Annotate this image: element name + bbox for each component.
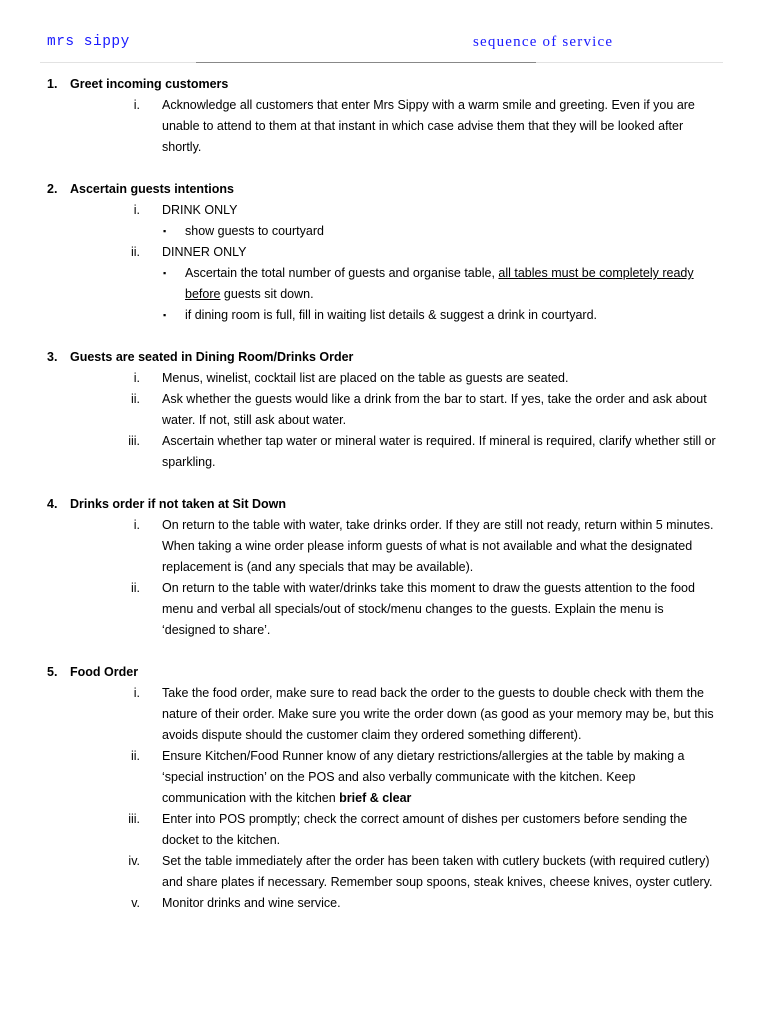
item-text: Enter into POS promptly; check the correct amount of dishes per customers before sending the docket to the kitchen. xyxy=(162,812,688,847)
list-item xyxy=(0,578,717,641)
item-text: Monitor drinks and wine service. xyxy=(162,896,341,910)
item-numeral: ii. xyxy=(130,749,140,763)
list-item xyxy=(0,368,717,389)
page-header xyxy=(0,0,768,70)
section-number: 5. xyxy=(47,665,58,679)
item-text: Ascertain whether tap water or mineral water is required. If mineral is required, clarify whether still or sparkling. xyxy=(162,434,716,469)
section-number: 2. xyxy=(47,182,58,196)
section-title: Food Order xyxy=(70,665,139,679)
section-heading xyxy=(0,347,768,368)
item-numeral: i. xyxy=(133,686,140,700)
section-title: Ascertain guests intentions xyxy=(70,182,234,196)
bullet-icon: ▪ xyxy=(163,268,167,278)
section-greet xyxy=(0,74,768,158)
list-item xyxy=(0,200,717,221)
item-text: Acknowledge all customers that enter Mrs Sippy with a warm smile and greeting. Even if you are unable to attend to them at that instant in which case advise them that they will be looked after shortly. xyxy=(162,98,695,154)
section-heading xyxy=(0,662,768,683)
bold-text: brief & clear xyxy=(339,791,412,805)
section-title: Guests are seated in Dining Room/Drinks Order xyxy=(70,350,354,364)
list-item xyxy=(0,389,717,431)
list-item xyxy=(0,893,717,914)
list-item xyxy=(0,746,717,809)
item-numeral: iii. xyxy=(128,434,140,448)
list-item xyxy=(0,431,717,473)
sub-bullet xyxy=(0,221,715,242)
item-numeral: i. xyxy=(133,203,140,217)
item-numeral: ii. xyxy=(130,245,140,259)
section-number: 3. xyxy=(47,350,58,364)
section-food-order xyxy=(0,662,768,914)
section-intentions xyxy=(0,179,768,326)
item-text: Menus, winelist, cocktail list are placed on the table as guests are seated. xyxy=(162,371,569,385)
item-numeral: i. xyxy=(133,518,140,532)
bullet-icon: ▪ xyxy=(163,226,167,236)
item-numeral: ii. xyxy=(130,581,140,595)
item-numeral: ii. xyxy=(130,392,140,406)
list-item xyxy=(0,242,717,263)
header-rule-accent xyxy=(196,62,536,63)
item-numeral: i. xyxy=(133,371,140,385)
sub-bullet-text: if dining room is full, fill in waiting list details & suggest a drink in courtyard. xyxy=(185,308,597,322)
list-item xyxy=(0,809,717,851)
sub-bullet-text: show guests to courtyard xyxy=(185,224,324,238)
section-title: Drinks order if not taken at Sit Down xyxy=(70,497,286,511)
section-drinks-order xyxy=(0,494,768,641)
sub-bullet-text-end: guests sit down. xyxy=(220,287,314,301)
list-item xyxy=(0,851,717,893)
list-item xyxy=(0,683,717,746)
header-doc-title: sequence of service xyxy=(473,34,614,50)
item-text: Ask whether the guests would like a drink from the bar to start. If yes, take the order and ask about water. If not, still ask about water. xyxy=(162,392,707,427)
item-text: Ensure Kitchen/Food Runner know of any dietary restrictions/allergies at the table by making a ‘special instruction’ on the POS and also verbally communicate with the kitchen. Keep communication with the kitchen xyxy=(162,749,685,805)
underlined-text: all tables must be completely ready before xyxy=(185,266,694,301)
item-numeral: i. xyxy=(133,98,140,112)
item-text: DRINK ONLY xyxy=(162,203,238,217)
item-numeral: iii. xyxy=(128,812,140,826)
section-number: 1. xyxy=(47,77,58,91)
section-heading xyxy=(0,179,768,200)
section-seated xyxy=(0,347,768,473)
document-body xyxy=(0,74,768,914)
item-text: DINNER ONLY xyxy=(162,245,247,259)
section-heading xyxy=(0,74,768,95)
sub-bullet xyxy=(0,263,715,305)
item-text: Take the food order, make sure to read back the order to the guests to double check with them the nature of their order. Make sure you write the order down (as good as your memory may be, but this avoids dispute should the customer claim they ordered something different). xyxy=(162,686,714,742)
sub-bullet-text: Ascertain the total number of guests and organise table, xyxy=(185,266,499,280)
item-text: On return to the table with water, take drinks order. If they are still not ready, return within 5 minutes. When taking a wine order please inform guests of what is not available and what the designated replacement is (and any specials that may be available). xyxy=(162,518,714,574)
item-text: Set the table immediately after the order has been taken with cutlery buckets (with required cutlery) and share plates if necessary. Remember soup spoons, steak knives, cheese knives, oyster cutlery. xyxy=(162,854,713,889)
section-heading xyxy=(0,494,768,515)
bullet-icon: ▪ xyxy=(163,310,167,320)
list-item xyxy=(0,515,717,578)
sub-bullet xyxy=(0,305,715,326)
section-title: Greet incoming customers xyxy=(70,77,229,91)
item-text: On return to the table with water/drinks take this moment to draw the guests attention to the food menu and verbal all specials/out of stock/menu changes to the guests. Explain the menu is ‘designed to share’. xyxy=(162,581,695,637)
item-numeral: iv. xyxy=(128,854,140,868)
section-number: 4. xyxy=(47,497,58,511)
header-brand: mrs sippy xyxy=(47,34,130,50)
list-item xyxy=(0,95,717,158)
item-numeral: v. xyxy=(131,896,140,910)
